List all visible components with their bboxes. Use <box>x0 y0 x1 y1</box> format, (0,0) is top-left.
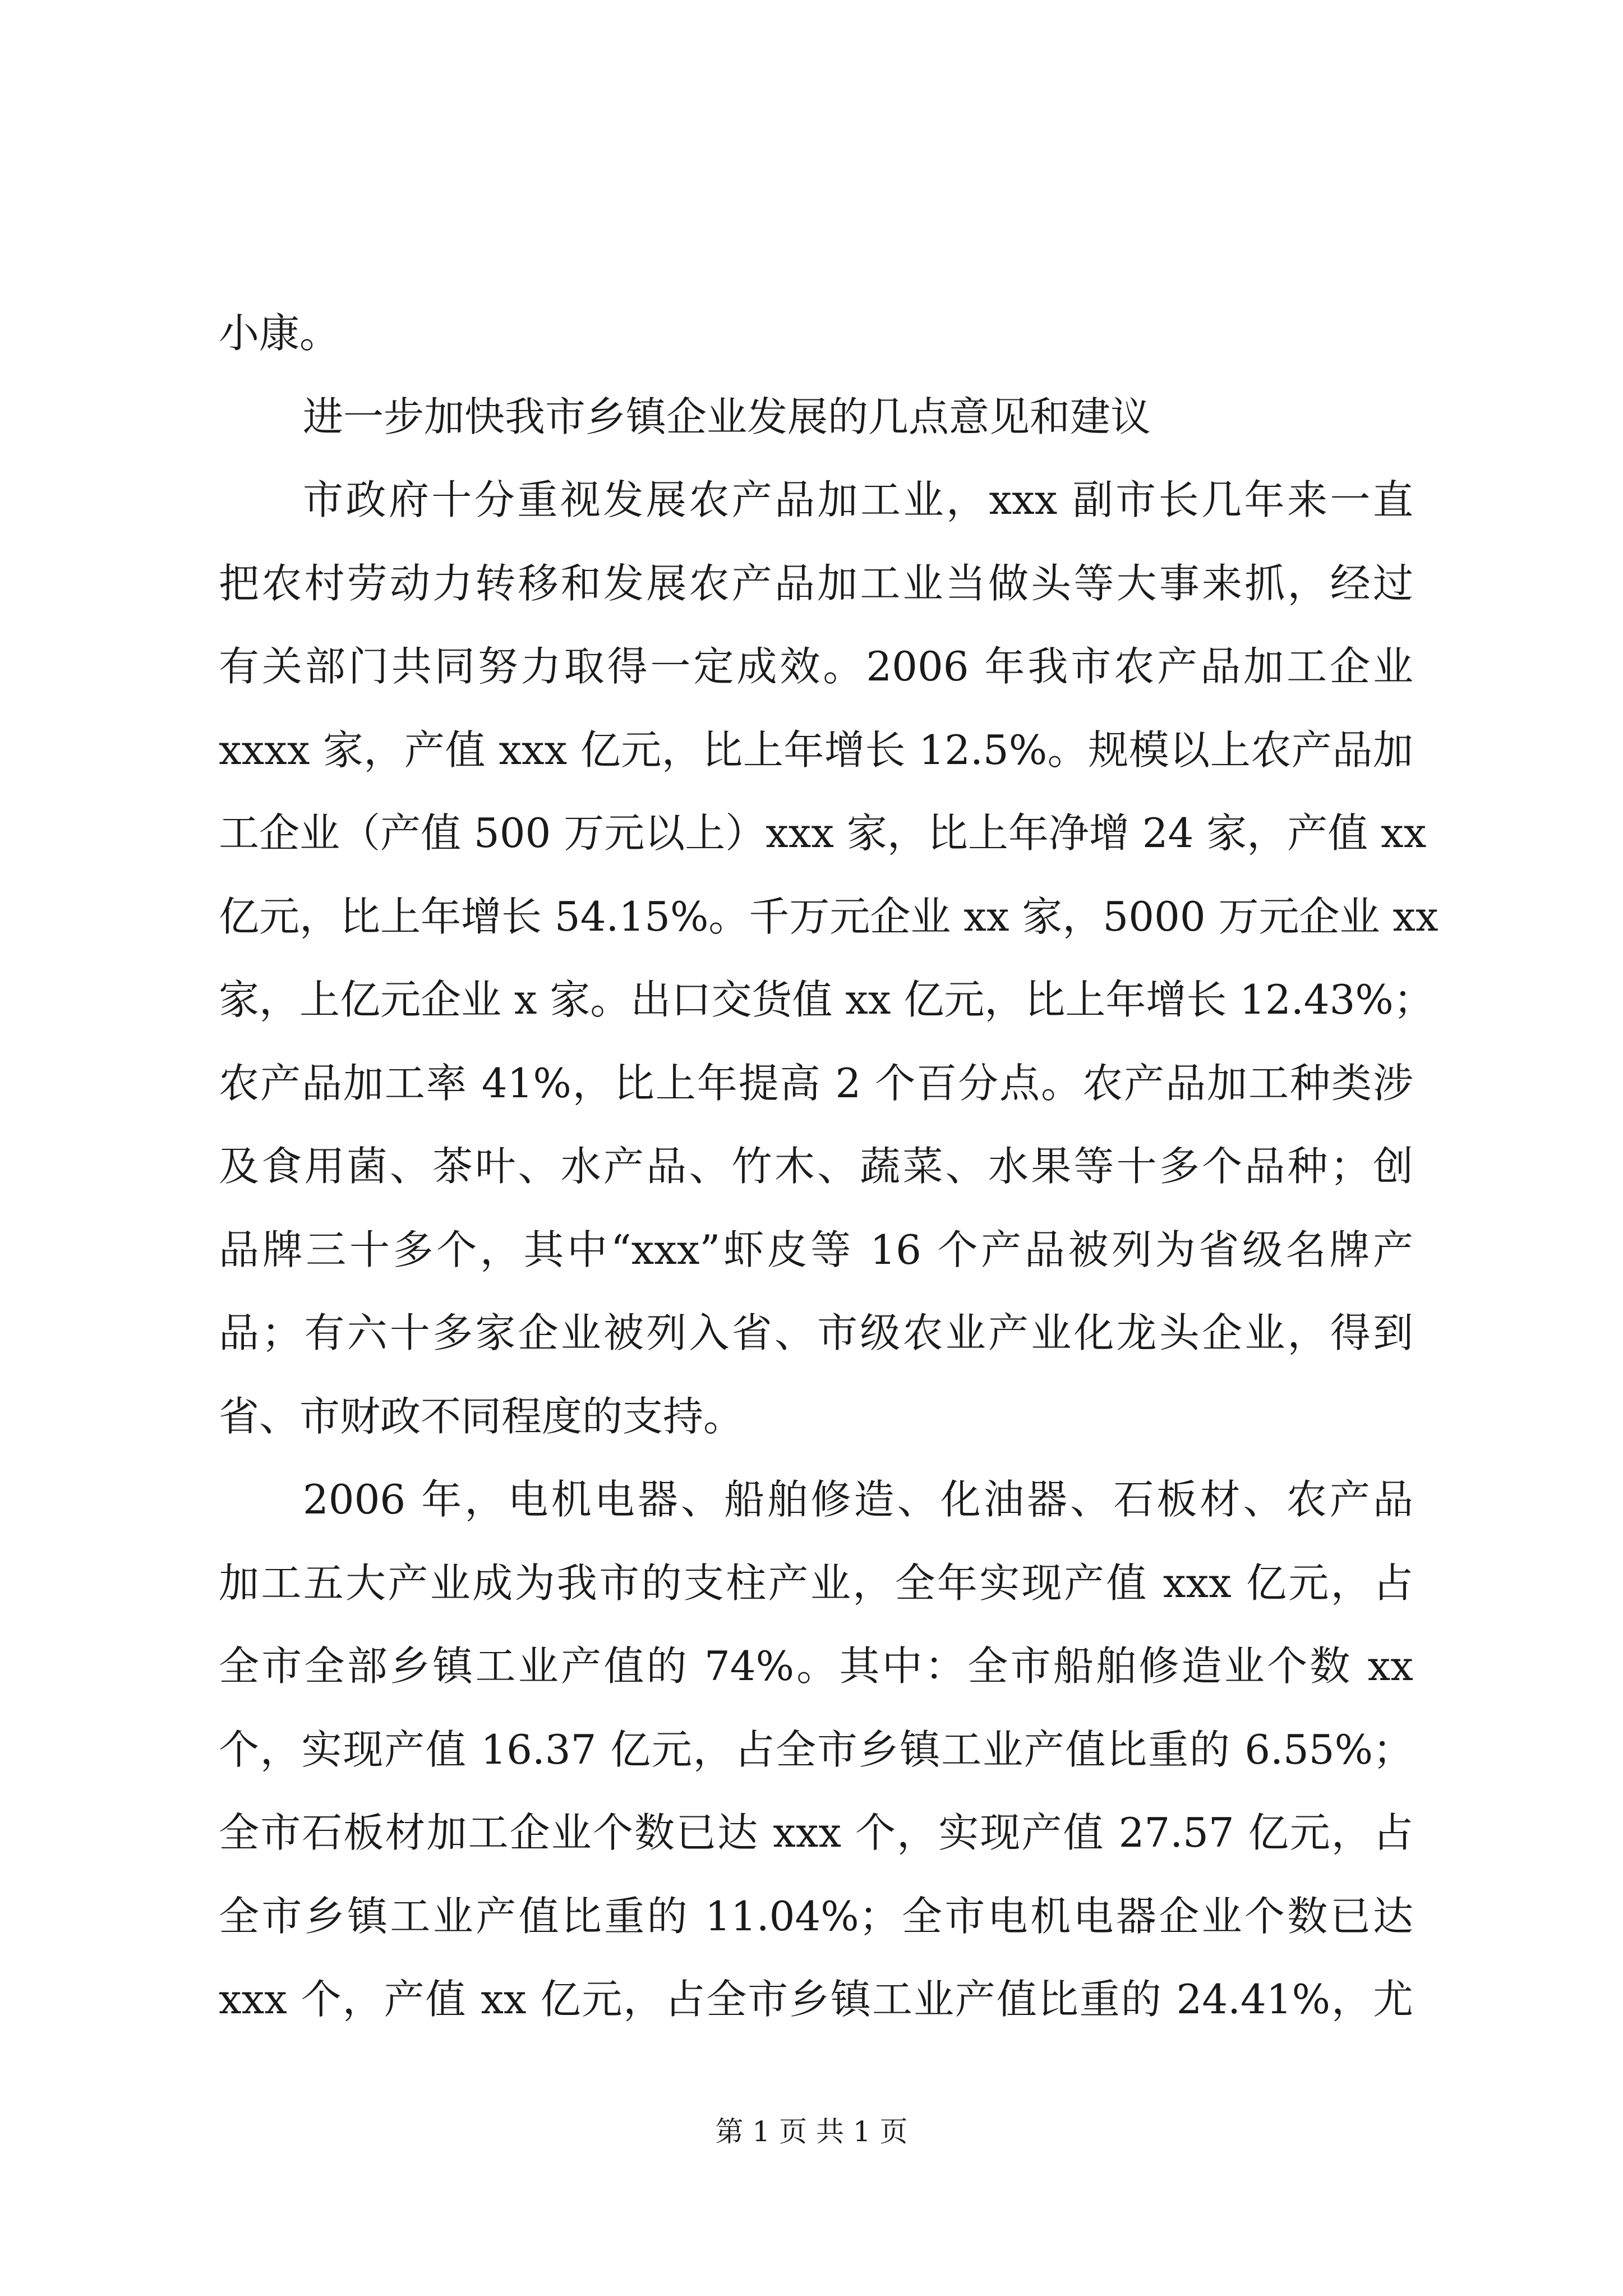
text-line: 家，上亿元企业 x 家。出口交货值 xx 亿元，比上年增长 12.43%； <box>219 976 1434 1023</box>
text-line: 全市乡镇工业产值比重的 11.04%；全市电机电器企业个数已达 <box>219 1892 1413 1940</box>
page-number-label: 第 1 页 共 1 页 <box>715 2115 908 2148</box>
text-line: 品牌三十多个，其中“xxx”虾皮等 16 个产品被列为省级名牌产 <box>219 1226 1413 1273</box>
text-line: xxxx 家，产值 xxx 亿元，比上年增长 12.5%。规模以上农产品加 <box>219 726 1413 774</box>
text-line: 亿元，比上年增长 54.15%。千万元企业 xx 家，5000 万元企业 xx <box>219 892 1438 940</box>
text-line: 全市全部乡镇工业产值的 74%。其中：全市船舶修造业个数 xx <box>219 1642 1413 1690</box>
text-line: 把农村劳动力转移和发展农产品加工业当做头等大事来抓，经过 <box>219 559 1413 607</box>
text-line: 及食用菌、茶叶、水产品、竹木、蔬菜、水果等十多个品种；创 <box>219 1143 1413 1190</box>
text-line: 有关部门共同努力取得一定成效。2006 年我市农产品加工企业 <box>219 643 1413 690</box>
text-line: 品；有六十多家企业被列入省、市级农业产业化龙头企业，得到 <box>219 1309 1413 1356</box>
text-line: 省、市财政不同程度的支持。 <box>219 1392 744 1440</box>
text-line: 市政府十分重视发展农产品加工业，xxx 副市长几年来一直 <box>303 476 1413 523</box>
page-footer <box>0 2115 1623 2148</box>
text-line: 农产品加工率 41%，比上年提高 2 个百分点。农产品加工种类涉 <box>219 1059 1413 1107</box>
text-line: 全市石板材加工企业个数已达 xxx 个，实现产值 27.57 亿元，占 <box>219 1809 1413 1856</box>
text-line: xxx 个，产值 xx 亿元，占全市乡镇工业产值比重的 24.41%，尤 <box>219 1976 1413 2023</box>
section-heading: 进一步加快我市乡镇企业发展的几点意见和建议 <box>303 393 1151 440</box>
document-body <box>219 292 1438 2041</box>
text-line: 2006 年，电机电器、船舶修造、化油器、石板材、农产品 <box>303 1476 1413 1523</box>
text-line: 加工五大产业成为我市的支柱产业，全年实现产值 xxx 亿元，占 <box>219 1559 1413 1607</box>
text-line: 个，实现产值 16.37 亿元，占全市乡镇工业产值比重的 6.55%； <box>219 1726 1413 1773</box>
text-line: 小康。 <box>219 310 340 357</box>
text-line: 工企业（产值 500 万元以上）xxx 家，比上年净增 24 家，产值 xx <box>219 809 1427 857</box>
